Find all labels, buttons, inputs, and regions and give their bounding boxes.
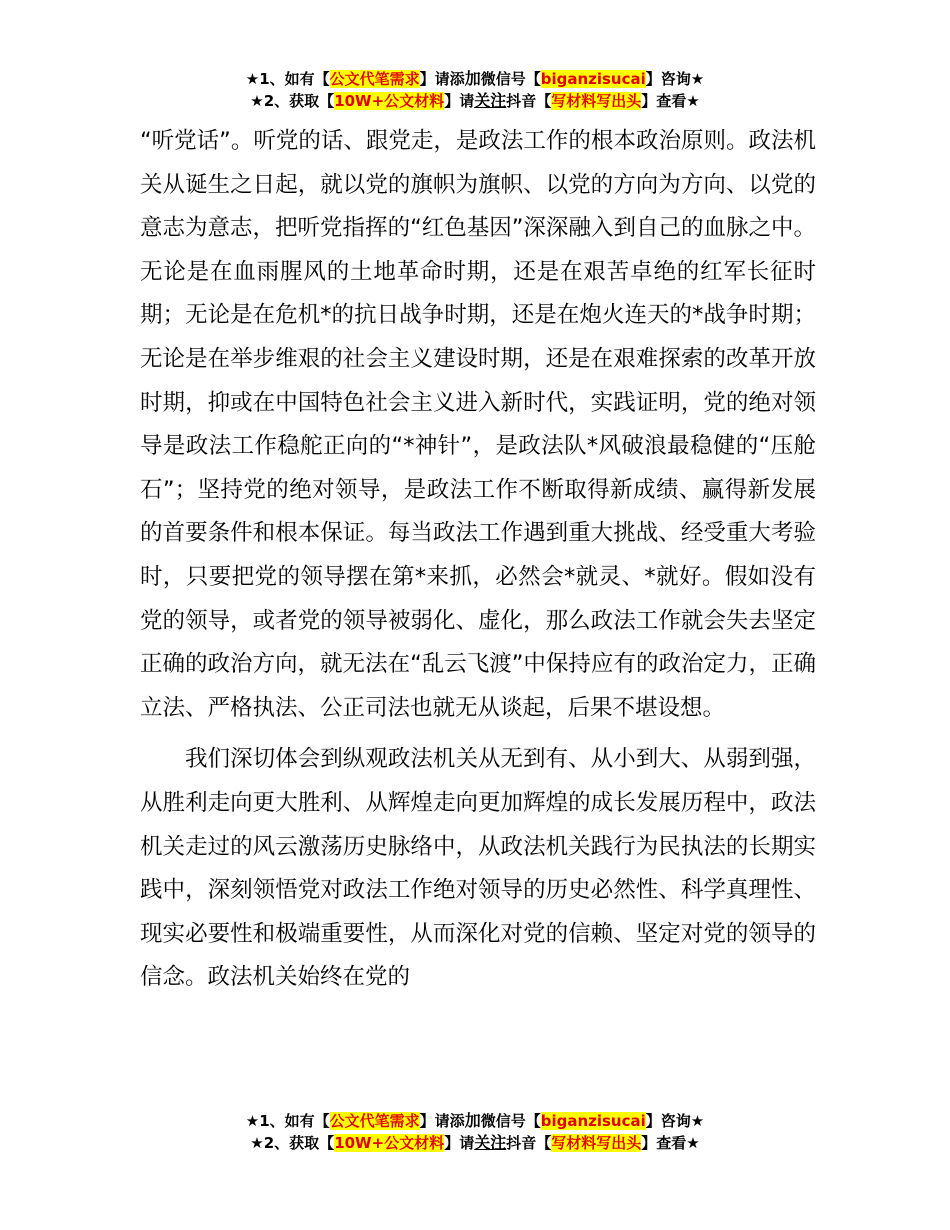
header-line-2-prefix: ★2、获取【 bbox=[250, 92, 335, 110]
footer-highlight-materials: 10W+公文材料 bbox=[334, 1134, 445, 1152]
header-line-2-suffix: 】查看★ bbox=[641, 92, 700, 110]
header-line-2-middle: 】请 bbox=[444, 92, 475, 110]
footer-highlight-ghostwriting: 公文代笔需求 bbox=[329, 1112, 420, 1130]
footer-line-2 bbox=[0, 1132, 950, 1154]
highlight-materials: 10W+公文材料 bbox=[334, 92, 445, 110]
footer-line-2-emph: 关注 bbox=[474, 1133, 507, 1152]
footer-line-2-middle-2: 抖音【 bbox=[506, 1134, 552, 1152]
footer-banner bbox=[0, 1110, 950, 1154]
footer-highlight-wechat-id: biganzisucai bbox=[540, 1112, 646, 1130]
footer-highlight-douyin-account: 写材料写出头 bbox=[551, 1134, 642, 1152]
header-line-1-prefix: ★1、如有【 bbox=[245, 70, 330, 88]
header-line-1 bbox=[0, 68, 950, 90]
header-line-2 bbox=[0, 90, 950, 112]
paragraph-1: “听党话”。听党的话、跟党走，是政法工作的根本政治原则。政法机关从诞生之日起，就以党的旗帜为旗帜、以党的方向为方向、以党的意志为意志，把听党指挥的“红色基因”深深融入到自己的血脉之中。无论是在血雨腥风的土地革命时期，还是在艰苦卓绝的红军长征时期；无论是在危机*的抗日战争时期，还是在炮火连天的*战争时期；无论是在举步维艰的社会主义建设时期，还是在艰难探索的改革开放时期，抑或在中国特色社会主义进入新时代，实践证明，党的绝对领导是政法工作稳舵正向的“*神针”，是政法队*风破浪最稳健的“压舱石”；坚持党的绝对领导，是政法工作不断取得新成绩、赢得新发展的首要条件和根本保证。每当政法工作遇到重大挑战、经受重大考验时，只要把党的领导摆在第*来抓，必然会*就灵、*就好。假如没有党的领导，或者党的领导被弱化、虚化，那么政法工作就会失去坚定正确的政治方向，就无法在“乱云飞渡”中保持应有的政治定力，正确立法、严格执法、公正司法也就无从谈起，后果不堪设想。 bbox=[140, 128, 816, 721]
footer-line-1-prefix: ★1、如有【 bbox=[245, 1112, 330, 1130]
header-line-1-suffix: 】咨询★ bbox=[645, 70, 705, 88]
highlight-douyin-account: 写材料写出头 bbox=[551, 92, 642, 110]
highlight-wechat-id: biganzisucai bbox=[540, 70, 646, 88]
footer-line-1 bbox=[0, 1110, 950, 1132]
header-banner bbox=[0, 68, 950, 112]
header-line-1-middle-2: 微信号【 bbox=[480, 70, 541, 88]
header-line-1-emph: 加 bbox=[464, 69, 481, 88]
footer-line-1-middle: 】请添 bbox=[419, 1112, 465, 1130]
paragraph-2: 我们深切体会到纵观政法机关从无到有、从小到大、从弱到强，从胜利走向更大胜利、从辉煌走向更加辉煌的成长发展历程中，政法机关走过的风云激荡历史脉络中，从政法机关践行为民执法的长期实践中，深刻领悟党对政法工作绝对领导的历史必然性、科学真理性、现实必要性和极端重要性，从而深化对党的信赖、坚定对党的领导的信念。政法机关始终在党的 bbox=[140, 746, 816, 991]
header-line-2-middle-2: 抖音【 bbox=[506, 92, 552, 110]
footer-line-1-suffix: 】咨询★ bbox=[645, 1112, 705, 1130]
footer-line-1-middle-2: 微信号【 bbox=[480, 1112, 541, 1130]
footer-line-2-prefix: ★2、获取【 bbox=[250, 1134, 335, 1152]
header-line-1-middle: 】请添 bbox=[419, 70, 465, 88]
highlight-ghostwriting: 公文代笔需求 bbox=[329, 70, 420, 88]
footer-line-2-middle: 】请 bbox=[444, 1134, 475, 1152]
footer-line-2-suffix: 】查看★ bbox=[641, 1134, 700, 1152]
document-body bbox=[140, 120, 816, 1000]
header-line-2-emph: 关注 bbox=[474, 91, 507, 110]
footer-line-1-emph: 加 bbox=[464, 1111, 481, 1130]
